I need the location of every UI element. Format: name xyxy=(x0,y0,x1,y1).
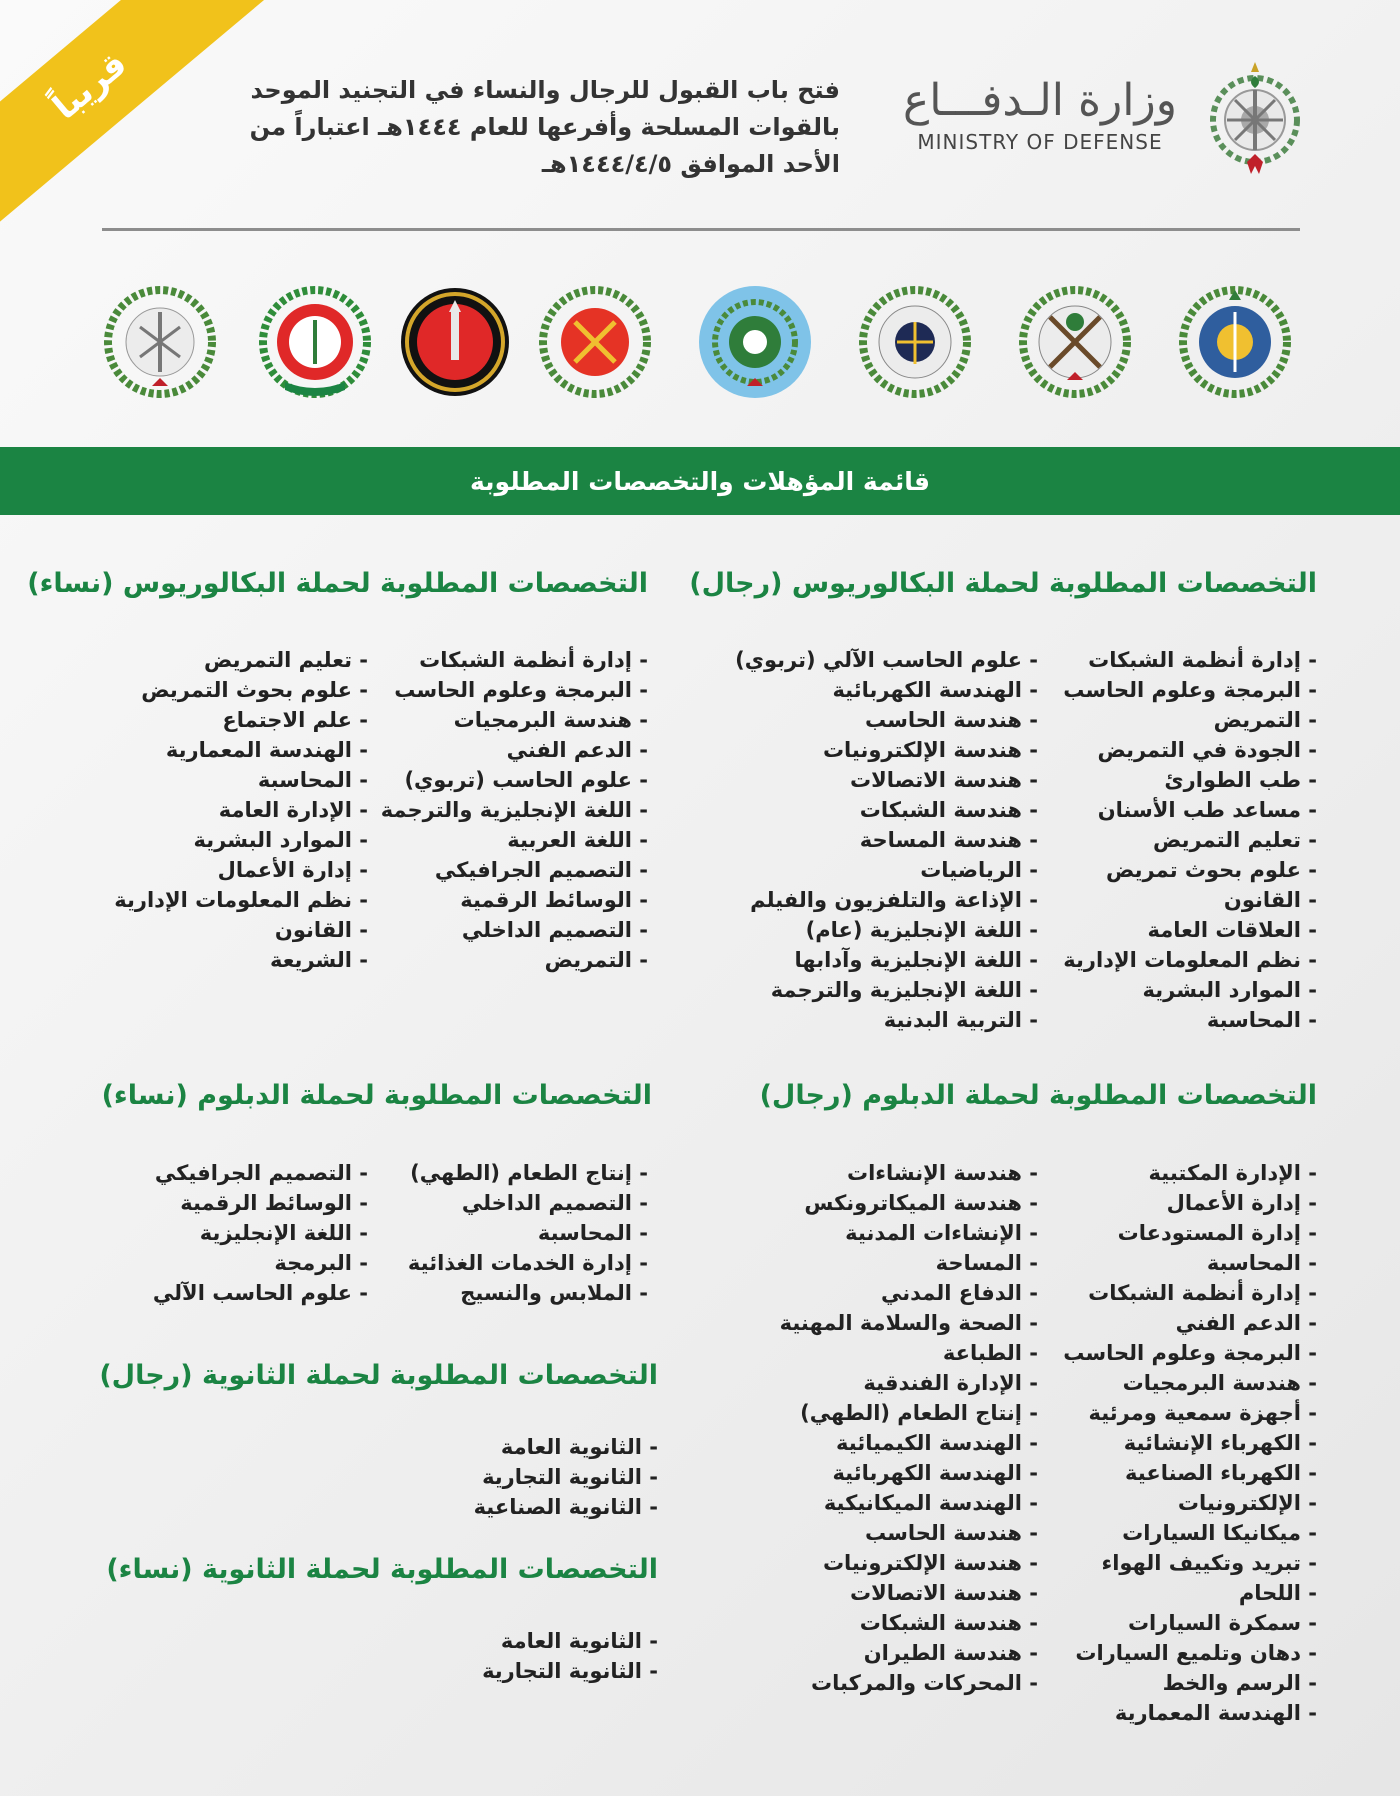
specialization-item: - هندسة الشبكات xyxy=(859,798,1038,822)
strategic-rocket-emblem-icon xyxy=(395,282,515,402)
specialization-item: - اللغة الإنجليزية وآدابها xyxy=(794,948,1038,972)
ministry-emblem-icon xyxy=(1195,50,1315,180)
specialization-item: - اللغة الإنجليزية (عام) xyxy=(805,918,1038,942)
specialization-item: - إنتاج الطعام (الطهي) xyxy=(410,1161,648,1185)
specialization-item: - هندسة الطيران xyxy=(863,1641,1038,1665)
secondary-women-title: التخصصات المطلوبة لحملة الثانوية (نساء) xyxy=(106,1554,658,1585)
specialization-item: - الصحة والسلامة المهنية xyxy=(779,1311,1038,1335)
specialization-item: - اللغة الإنجليزية والترجمة xyxy=(380,798,648,822)
specialization-item: - إدارة أنظمة الشبكات xyxy=(1088,648,1317,672)
specialization-item: - علم الاجتماع xyxy=(222,708,368,732)
ministry-of-defense-emblem-icon xyxy=(100,282,220,402)
specialization-item: - علوم الحاسب الآلي xyxy=(152,1281,368,1305)
specialization-item: - الدفاع المدني xyxy=(881,1281,1038,1305)
specialization-item: - الهندسة المعمارية xyxy=(1114,1701,1317,1725)
air-defense-forces-emblem-icon xyxy=(535,282,655,402)
specialization-item: - الهندسة الميكانيكية xyxy=(823,1491,1038,1515)
specialization-item: - الكهرباء الصناعية xyxy=(1125,1461,1317,1485)
diploma-women-title: التخصصات المطلوبة لحملة الدبلوم (نساء) xyxy=(101,1080,652,1111)
specialization-item: - دهان وتلميع السيارات xyxy=(1075,1641,1317,1665)
specialization-item: - الهندسة المعمارية xyxy=(165,738,368,762)
specialization-item: - إنتاج الطعام (الطهي) xyxy=(800,1401,1038,1425)
diploma-women-column-1 xyxy=(408,1158,648,1308)
specialization-item: - اللغة الإنجليزية xyxy=(199,1221,368,1245)
specialization-item: - الرسم والخط xyxy=(1162,1671,1317,1695)
bachelor-men-title: التخصصات المطلوبة لحملة البكالوريوس (رجال) xyxy=(689,568,1317,599)
bachelor-men-column-2 xyxy=(735,645,1038,1035)
medical-services-emblem-icon xyxy=(255,282,375,402)
specialization-item: - البرمجة وعلوم الحاسب xyxy=(1063,678,1317,702)
specialization-item: - الثانوية التجارية xyxy=(482,1465,658,1489)
specialization-item: - الإذاعة والتلفزيون والفيلم xyxy=(750,888,1038,912)
specialization-item: - هندسة الإنشاءات xyxy=(847,1161,1038,1185)
specialization-item: - هندسة المساحة xyxy=(859,828,1038,852)
specialization-item: - الدعم الفني xyxy=(506,738,648,762)
specialization-item: - طب الطوارئ xyxy=(1164,768,1317,792)
specialization-item: - العلاقات العامة xyxy=(1147,918,1317,942)
specialization-item: - الموارد البشرية xyxy=(193,828,368,852)
specialization-item: - نظم المعلومات الإدارية xyxy=(114,888,368,912)
specialization-item: - الشريعة xyxy=(269,948,368,972)
specialization-item: - تبريد وتكييف الهواء xyxy=(1101,1551,1317,1575)
specialization-item: - ميكانيكا السيارات xyxy=(1122,1521,1317,1545)
specialization-item: - الهندسة الكيميائية xyxy=(836,1431,1038,1455)
bachelor-men-column-1 xyxy=(1063,645,1317,1035)
specialization-item: - أجهزة سمعية ومرئية xyxy=(1088,1401,1317,1425)
specialization-item: - الإلكترونيات xyxy=(1177,1491,1317,1515)
bachelor-women-column-2 xyxy=(114,645,368,975)
forces-emblems-row xyxy=(100,282,1300,402)
ribbon-label: قريباً xyxy=(45,44,135,128)
specialization-item: - إدارة أنظمة الشبكات xyxy=(419,648,648,672)
strategic-missile-force-emblem-icon xyxy=(1175,282,1295,402)
specialization-item: - الرياضيات xyxy=(920,858,1038,882)
specialization-item: - الثانوية العامة xyxy=(500,1435,658,1459)
specialization-item: - إدارة الأعمال xyxy=(1166,1191,1317,1215)
secondary-men-list xyxy=(474,1432,658,1522)
specialization-item: - البرمجة وعلوم الحاسب xyxy=(1063,1341,1317,1365)
announcement-line: الأحد الموافق ١٤٤٤/٤/٥هـ xyxy=(541,150,840,178)
specialization-item: - الطباعة xyxy=(942,1341,1038,1365)
diploma-men-title: التخصصات المطلوبة لحملة الدبلوم (رجال) xyxy=(759,1080,1317,1111)
air-force-emblem-icon xyxy=(695,282,815,402)
specialization-item: - الموارد البشرية xyxy=(1142,978,1317,1002)
specialization-item: - المحاسبة xyxy=(537,1221,648,1245)
specialization-item: - البرمجة xyxy=(274,1251,368,1275)
specialization-item: - التربية البدنية xyxy=(883,1008,1038,1032)
specialization-item: - التصميم الجرافيكي xyxy=(154,1161,368,1185)
specialization-item: - التمريض xyxy=(1213,708,1317,732)
specialization-item: - الثانوية التجارية xyxy=(482,1659,658,1683)
specialization-item: - تعليم التمريض xyxy=(1152,828,1317,852)
specialization-item: - الإدارة العامة xyxy=(218,798,368,822)
specialization-item: - القانون xyxy=(274,918,368,942)
diploma-men-column-1 xyxy=(1063,1158,1317,1728)
specialization-item: - الثانوية العامة xyxy=(500,1629,658,1653)
specialization-item: - اللغة الإنجليزية والترجمة xyxy=(770,978,1038,1002)
specialization-item: - التمريض xyxy=(544,948,648,972)
bachelor-women-column-1 xyxy=(381,645,648,975)
specialization-item: - القانون xyxy=(1223,888,1317,912)
header-divider xyxy=(102,228,1300,231)
specialization-item: - هندسة الإلكترونيات xyxy=(822,738,1038,762)
specialization-item: - التصميم الجرافيكي xyxy=(434,858,648,882)
specialization-item: - الهندسة الكهربائية xyxy=(832,678,1038,702)
specialization-item: - الإدارة الفندقية xyxy=(863,1371,1038,1395)
secondary-men-title: التخصصات المطلوبة لحملة الثانوية (رجال) xyxy=(99,1360,658,1391)
land-forces-emblem-icon xyxy=(1015,282,1135,402)
ministry-name-arabic: وزارة الـدفـــاع xyxy=(903,75,1177,126)
specialization-item: - هندسة البرمجيات xyxy=(1122,1371,1317,1395)
specialization-item: - التصميم الداخلي xyxy=(461,1191,648,1215)
diploma-women-column-2 xyxy=(153,1158,368,1308)
specialization-item: - الإدارة المكتبية xyxy=(1148,1161,1317,1185)
specialization-item: - إدارة الخدمات الغذائية xyxy=(407,1251,648,1275)
specialization-item: - الكهرباء الإنشائية xyxy=(1123,1431,1317,1455)
specialization-item: - هندسة الحاسب xyxy=(865,708,1038,732)
specialization-item: - هندسة البرمجيات xyxy=(453,708,648,732)
specialization-item: - نظم المعلومات الإدارية xyxy=(1063,948,1317,972)
specialization-item: - الوسائط الرقمية xyxy=(180,1191,368,1215)
specialization-item: - المحاسبة xyxy=(1206,1251,1317,1275)
specialization-item: - التصميم الداخلي xyxy=(461,918,648,942)
specialization-item: - اللغة العربية xyxy=(507,828,648,852)
ministry-name-english: MINISTRY OF DEFENSE xyxy=(917,130,1163,154)
specialization-item: - سمكرة السيارات xyxy=(1127,1611,1317,1635)
specialization-item: - هندسة الميكاترونكس xyxy=(804,1191,1038,1215)
specialization-item: - الوسائط الرقمية xyxy=(460,888,648,912)
specialization-item: - علوم بحوث تمريض xyxy=(1106,858,1317,882)
ministry-logo xyxy=(903,50,1315,180)
announcement-line: بالقوات المسلحة وأفرعها للعام ١٤٤٤هـ اعتباراً من xyxy=(249,113,840,141)
banner-title: قائمة المؤهلات والتخصصات المطلوبة xyxy=(470,466,930,496)
specialization-item: - المحاسبة xyxy=(1206,1008,1317,1032)
specialization-item: - المحركات والمركبات xyxy=(811,1671,1038,1695)
specialization-item: - إدارة أنظمة الشبكات xyxy=(1088,1281,1317,1305)
specialization-item: - إدارة الأعمال xyxy=(217,858,368,882)
specialization-item: - هندسة الحاسب xyxy=(865,1521,1038,1545)
naval-forces-emblem-icon xyxy=(855,282,975,402)
specialization-item: - الدعم الفني xyxy=(1175,1311,1317,1335)
specialization-item: - الجودة في التمريض xyxy=(1097,738,1317,762)
announcement-line: فتح باب القبول للرجال والنساء في التجنيد الموحد xyxy=(250,76,840,104)
specialization-item: - إدارة المستودعات xyxy=(1117,1221,1317,1245)
specialization-item: - هندسة الشبكات xyxy=(859,1611,1038,1635)
bachelor-women-title: التخصصات المطلوبة لحملة البكالوريوس (نساء) xyxy=(27,568,648,599)
specialization-item: - هندسة الإلكترونيات xyxy=(822,1551,1038,1575)
specialization-item: - علوم الحاسب الآلي (تربوي) xyxy=(735,648,1038,672)
specialization-item: - البرمجة وعلوم الحاسب xyxy=(394,678,648,702)
specialization-item: - مساعد طب الأسنان xyxy=(1097,798,1317,822)
specialization-item: - الملابس والنسيج xyxy=(460,1281,648,1305)
specialization-item: - الهندسة الكهربائية xyxy=(832,1461,1038,1485)
specialization-item: - المحاسبة xyxy=(257,768,368,792)
secondary-women-list xyxy=(482,1626,658,1686)
specialization-item: - علوم الحاسب (تربوي) xyxy=(404,768,648,792)
specialization-item: - الإنشاءات المدنية xyxy=(845,1221,1038,1245)
specialization-item: - المساحة xyxy=(935,1251,1038,1275)
specialization-item: - الثانوية الصناعية xyxy=(473,1495,658,1519)
announcement-text xyxy=(240,72,840,183)
diploma-men-column-2 xyxy=(780,1158,1038,1698)
specialization-item: - هندسة الاتصالات xyxy=(849,1581,1038,1605)
specialization-item: - علوم بحوث التمريض xyxy=(141,678,368,702)
specialization-item: - اللحام xyxy=(1238,1581,1317,1605)
qualifications-banner xyxy=(0,447,1400,515)
specialization-item: - هندسة الاتصالات xyxy=(849,768,1038,792)
specialization-item: - تعليم التمريض xyxy=(203,648,368,672)
